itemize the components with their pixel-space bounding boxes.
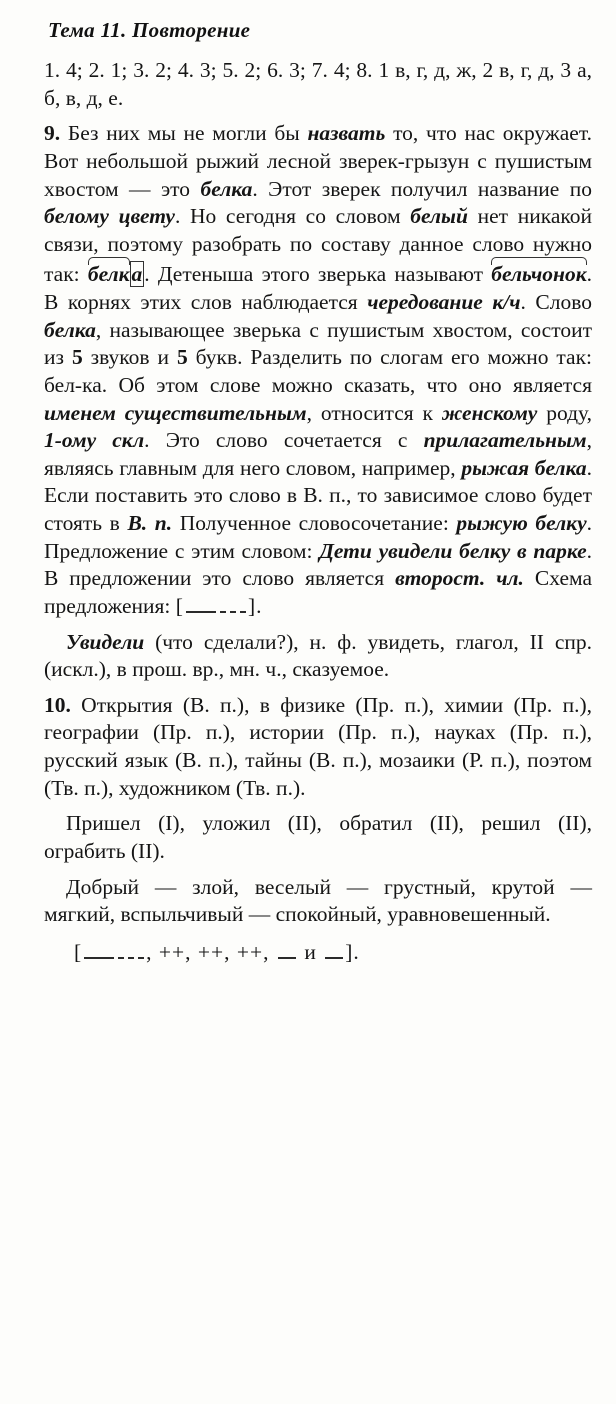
scheme-predicate-line-2 [118,946,144,959]
t9-c: то, что нас окружает. Вот небольшой рыжий лесной зверек-грызун с пушистым хвостом — это [44,121,592,201]
t10-text-3: Добрый — злой, веселый — грустный, крутой — мягкий, вспыльчивый — спокойный, уравновешенный. [44,874,592,927]
task-10-scheme [44,939,592,967]
t9-belka: белка [200,176,253,201]
t9-l: . В корнях этих слов наблюдается [44,262,593,314]
t10-text-2: Пришел (I), уложил (II), обратил (II), решил (II), ограбить (II). [44,811,592,863]
t9-zhenskomu: женскому [441,400,538,425]
t9-five-letters: 5 [176,345,188,370]
task-10-paragraph-2 [44,810,592,865]
task-10-paragraph-1 [44,692,592,803]
t9-af: Полученное словосочетание: [172,511,457,535]
t9-belchonok: бельчонок [491,258,586,289]
t9-ad: . Если поставить это слово в В. п., то зависимое слово будет стоять в [44,455,593,535]
t10-text-1: Открытия (В. п.), в физике (Пр. п.), химии (Пр. п.), географии (Пр. п.), истории (Пр. п.), науках (Пр. п.), русский язык (В. п.), тайны (В. п.), мозаики (Р. п.), поэтом (Тв. п.), художником (Тв. п.). [44,692,592,800]
uvideli-word: Увидели [66,629,145,654]
t9-prilagatelnym: прилагательным [423,428,587,453]
scheme-seg-b [325,946,343,959]
t9-j: . Детеныша этого зверька называют [144,262,492,287]
scheme-subject-line [186,600,216,613]
page-title: Тема 11. Повторение [48,18,251,42]
uvideli-rest: (что сделали?), н. ф. увидеть, глагол, II спр. (искл.), в прош. вр., мн. ч., сказуемое. [44,629,592,682]
t9-e: . Этот зверек получил название по [252,176,593,201]
t9-sentence-scheme: [ ]. [175,593,263,618]
t9-ah: . Предложение с этим словом: [44,511,592,563]
task-9-paragraph [44,120,592,620]
task-10-number: 10. [44,692,71,717]
t9-t: букв. Разделить по слогам его можно так: бел-ка. Об этом слове можно сказать, что оно является [44,345,593,397]
t9-belomu-cvetu: белому цвету [44,204,175,229]
answers-line [44,57,592,112]
t9-p: , называющее зверька с пушистым хвостом, состоит из [44,317,592,370]
t9-v: , относится к [306,400,442,425]
t9-n: . Слово [520,290,592,314]
t9-aj: . В предложении это слово является [44,538,592,591]
task-9-number: 9. [44,121,61,146]
t9-root-belk: белк [88,258,130,289]
scheme-predicate-line [220,600,246,613]
t9-belyj: белый [410,204,468,229]
t9-vtorostepennyj-chlen: второст. чл. [395,566,524,591]
t9-a: Без них мы не могли бы [60,121,308,146]
t9-example-sentence: Дети увидели белку в парке [319,538,587,563]
t9-ryzhuyu-belku: рыжую белку [456,511,587,535]
task-10-paragraph-3 [44,874,592,929]
t10-scheme-glyphs: [ , ++, ++, ++, и ]. [74,939,360,964]
t9-belka-2: белка [44,317,96,342]
t9-g: . Но сегодня со словом [174,204,411,229]
scheme-subject-line-2 [84,946,114,959]
t9-cheredovanie: чередование к/ч [367,290,521,314]
t9-v-p: В. п. [127,511,173,535]
t9-r: звуков и [82,345,177,370]
scheme-seg-a [278,946,296,959]
t9-five-sounds: 5 [71,345,83,370]
t9-sklonenie: 1-ому скл [44,428,145,453]
t9-ending-a: а [131,262,143,287]
answers-text: 1. 4; 2. 1; 3. 2; 4. 3; 5. 2; 6. 3; 7. 4; 8. 1 в, г, д, ж, 2 в, г, д, 3 а, б, в, д, е. [44,58,592,110]
uvideli-analysis [44,629,592,684]
t9-sushestvitelnym: именем существительным [44,400,307,425]
t9-al: Схема предложения: [44,566,592,618]
t9-nazvat: назвать [307,121,386,146]
t9-i: нет никакой связи, поэтому разобрать по составу данное слово нужно так: [44,204,592,287]
t9-ryzhaya-belka: рыжая белка [461,455,587,480]
t9-x: роду, [537,400,593,425]
t9-ab: , являясь главным для него словом, например, [44,428,592,480]
t9-z: . Это слово сочетается с [144,428,424,453]
